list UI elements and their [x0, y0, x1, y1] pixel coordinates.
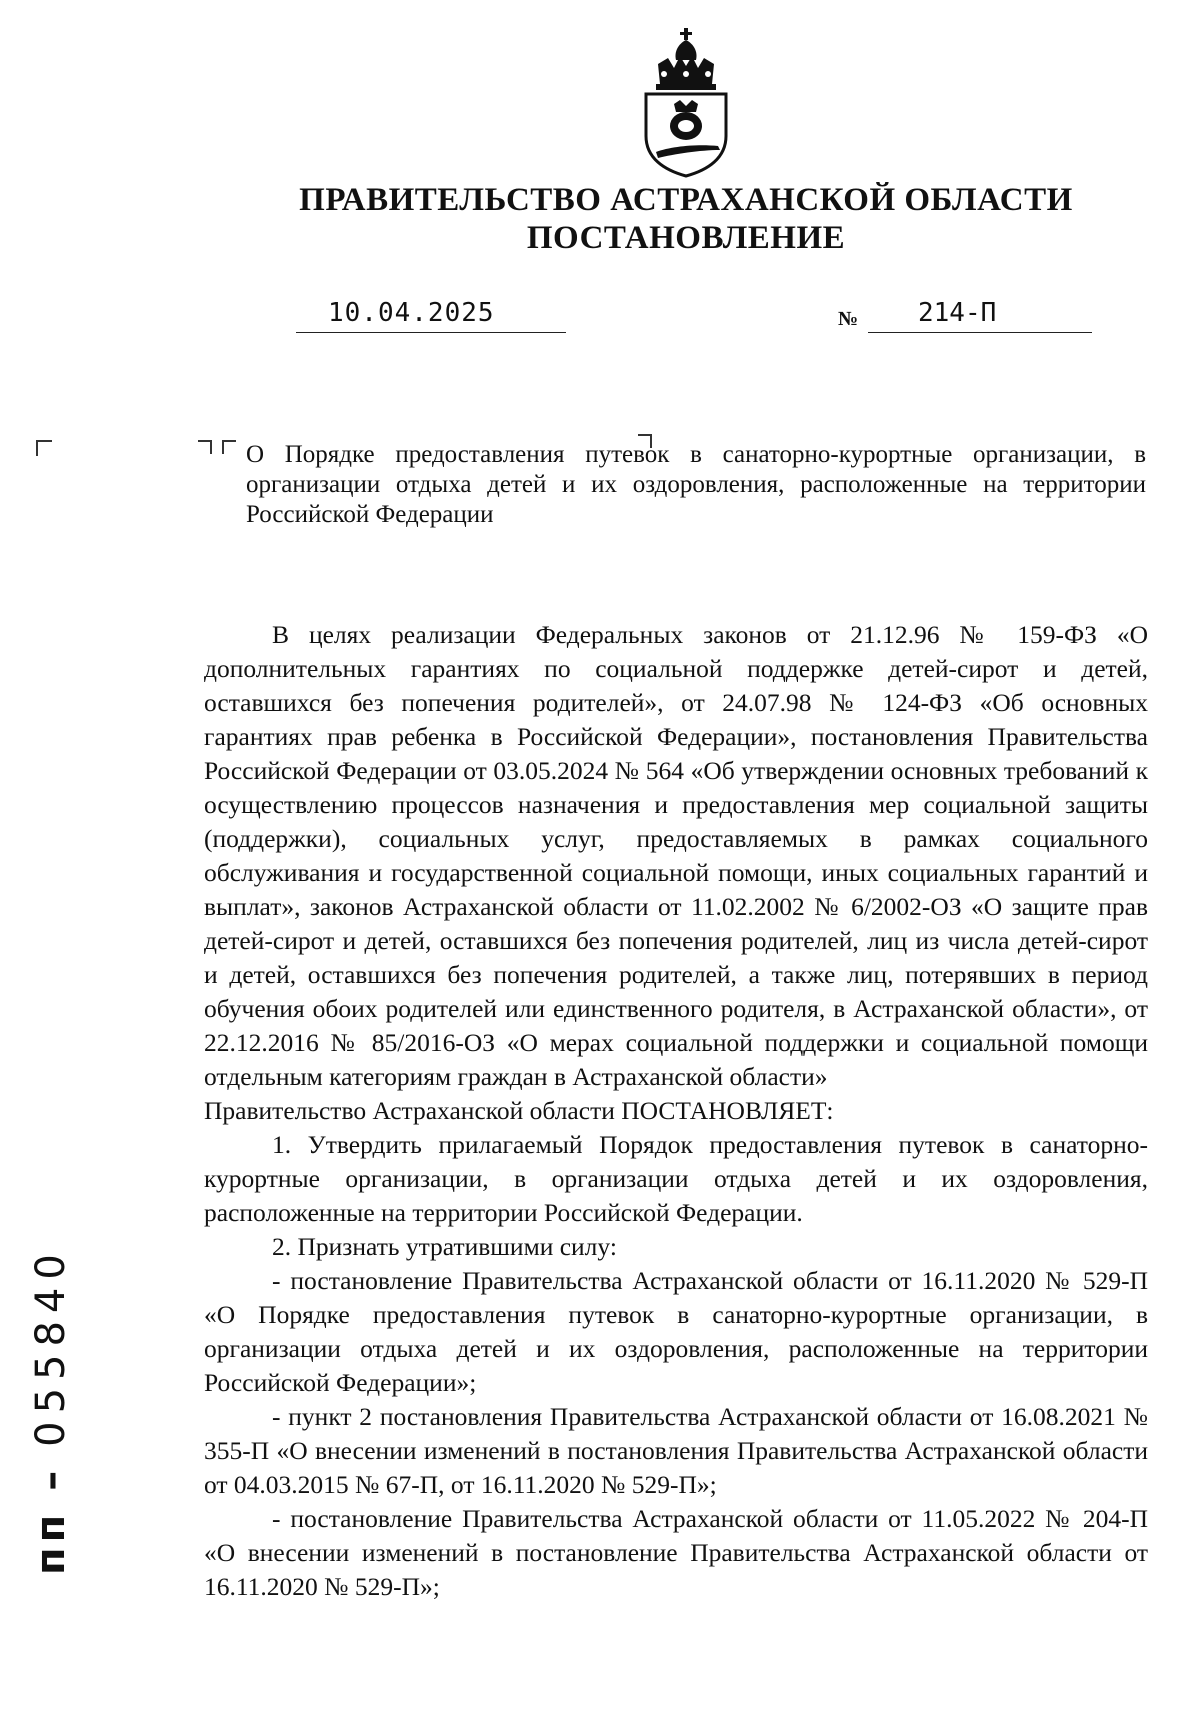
repeal-item-3: - постановление Правительства Астраханской области от 11.05.2022 № 204-П «О внесении изменений в постановление Правительства Астраханской области от 16.11.2020 № 529-П»;	[204, 1504, 1148, 1601]
stamp-series: пп –	[28, 1465, 74, 1575]
number-sign: №	[838, 308, 859, 330]
number-field	[868, 298, 1092, 333]
government-title: ПРАВИТЕЛЬСТВО АСТРАХАНСКОЙ ОБЛАСТИ	[299, 182, 1073, 218]
corner-mark-left	[36, 440, 52, 456]
document-number: 214-П	[918, 298, 997, 328]
repeal-item-2: - пункт 2 постановления Правительства Астраханской области от 16.08.2021 № 355-П «О внесении изменений в постановления Правительства Астраханской области от 04.03.2015 № 67-П, от 16.11.2020 № 529-П»;	[204, 1402, 1148, 1499]
stamp-number: 055840	[28, 1246, 74, 1447]
item-1: 1. Утвердить прилагаемый Порядок предоставления путевок в санаторно-курортные организации, в организации отдыха детей и их оздоровления, расположенные на территории Российской Федерации.	[204, 1130, 1148, 1227]
corner-mark-subject-open-a	[198, 440, 212, 454]
document-body	[204, 618, 1148, 1604]
corner-mark-subject-open-b	[222, 440, 236, 454]
coat-of-arms-icon	[638, 28, 734, 178]
date-field	[296, 298, 566, 333]
side-serial-stamp	[28, 1246, 80, 1575]
document-subject: О Порядке предоставления путевок в санаторно-курортные организации, в организации отдыха детей и их оздоровления, расположенные на территории Российской Федерации	[246, 441, 1146, 528]
document-date: 10.04.2025	[328, 298, 495, 328]
repeal-item-1: - постановление Правительства Астраханской области от 16.11.2020 № 529-П «О Порядке предоставления путевок в санаторно-курортные организации, в организации отдыха детей и их оздоровления, расположенные на территории Российской Федерации»;	[204, 1266, 1148, 1397]
item-2: 2. Признать утратившими силу:	[272, 1232, 617, 1261]
preamble-paragraph: В целях реализации Федеральных законов от 21.12.96 № 159-ФЗ «О дополнительных гарантиях по социальной поддержке детей-сирот и детей, оставшихся без попечения родителей», от 24.07.98 № 124-ФЗ «Об основных гарантиях прав ребенка в Российской Федерации», постановления Правительства Российской Федерации от 03.05.2024 № 564 «Об утверждении основных требований к осуществлению процессов назначения и предоставления мер социальной защиты (поддержки), социальных услуг, предоставляемых в рамках социального обслуживания и государственной социальной помощи, иных социальных гарантий и выплат», законов Астраханской области от 11.02.2002 № 6/2002-ОЗ «О защите прав детей-сирот и детей, оставшихся без попечения родителей, лиц из числа детей-сирот и детей, оставшихся без попечения родителей, а также лиц, потерявших в период обучения обоих родителей или единственного родителя, в Астраханской области», от 22.12.2016 № 85/2016-ОЗ «О мерах социальной поддержки и социальной помощи отдельным категориям граждан в Астраханской области»	[204, 620, 1148, 1091]
document-type: ПОСТАНОВЛЕНИЕ	[526, 220, 846, 256]
decree-line: Правительство Астраханской области ПОСТАНОВЛЯЕТ:	[204, 1096, 834, 1125]
